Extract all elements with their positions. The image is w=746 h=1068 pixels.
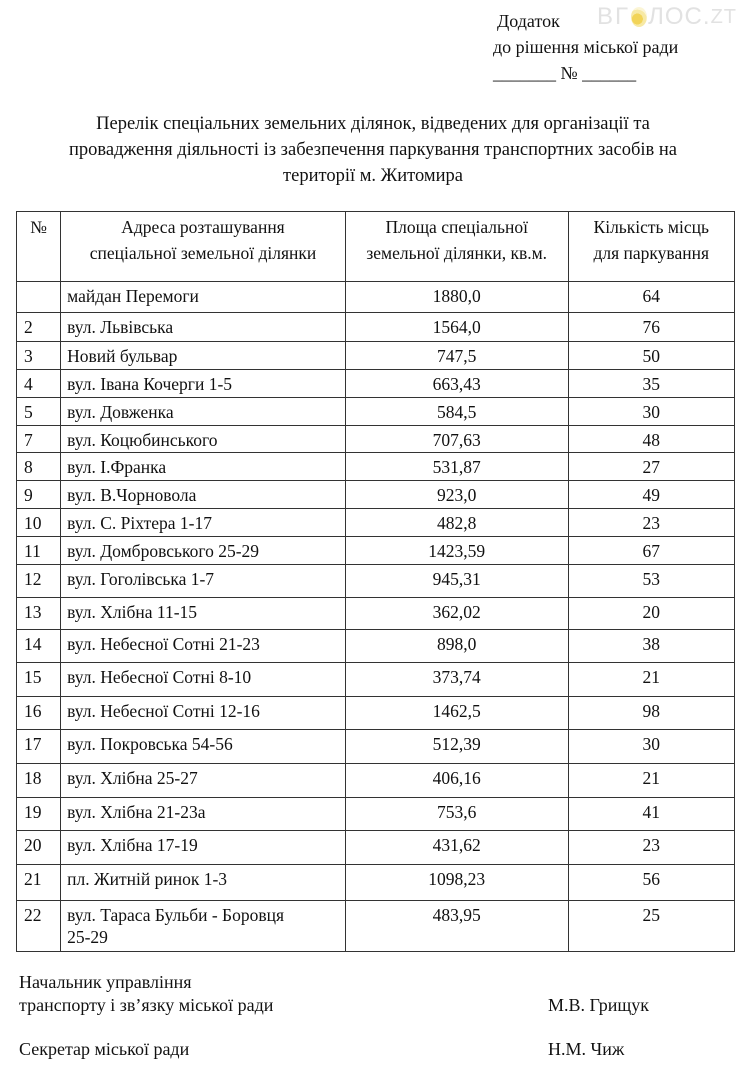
- table-row: [17, 509, 735, 537]
- secretary-title: Секретар міської ради: [19, 1039, 190, 1059]
- row-num: 10: [17, 509, 61, 537]
- row-area: 747,5: [345, 342, 568, 370]
- row-address: пл. Житній ринок 1-3: [61, 865, 346, 901]
- table-row: [17, 730, 735, 764]
- table-row: [17, 598, 735, 630]
- row-places: 27: [568, 453, 735, 481]
- secretary-name: Н.М. Чиж: [548, 1039, 625, 1059]
- row-places: 23: [568, 831, 735, 865]
- row-num: 19: [17, 798, 61, 831]
- row-address-line-1: вул. Тараса Бульби - Боровця: [67, 905, 285, 925]
- row-places: 25: [568, 901, 735, 952]
- row-area: 707,63: [345, 426, 568, 453]
- title-line-2: провадження діяльності із забезпечення паркування транспортних засобів на: [69, 140, 677, 160]
- row-num: 21: [17, 865, 61, 901]
- row-num: 2: [17, 313, 61, 342]
- row-area: 1098,23: [345, 865, 568, 901]
- table-row: [17, 663, 735, 697]
- watermark-logo: ВГ ЛОС. ZT: [597, 3, 737, 30]
- row-area: 512,39: [345, 730, 568, 764]
- row-places: 50: [568, 342, 735, 370]
- row-area: 1880,0: [345, 282, 568, 313]
- row-address: вул. Хлібна 11-15: [61, 598, 346, 630]
- row-places: 53: [568, 565, 735, 598]
- table-row: [17, 282, 735, 313]
- row-area: 1423,59: [345, 537, 568, 565]
- row-area: 945,31: [345, 565, 568, 598]
- table-header-row: [17, 212, 735, 282]
- header-address-line-2: спеціальної земельної ділянки: [89, 243, 317, 263]
- head-title-line-1: Начальник управління: [19, 972, 192, 992]
- row-address: вул. Покровська 54-56: [61, 730, 346, 764]
- row-area: 531,87: [345, 453, 568, 481]
- row-num: 9: [17, 481, 61, 509]
- row-address: вул. Хлібна 25-27: [61, 764, 346, 798]
- row-num: [17, 282, 61, 313]
- row-area: 431,62: [345, 831, 568, 865]
- header-address-line-1: Адреса розташування: [121, 217, 285, 237]
- row-num: 8: [17, 453, 61, 481]
- row-area: 1564,0: [345, 313, 568, 342]
- row-places: 23: [568, 509, 735, 537]
- row-places: 30: [568, 398, 735, 426]
- row-places: 20: [568, 598, 735, 630]
- row-address: вул. В.Чорновола: [61, 481, 346, 509]
- table-row: [17, 313, 735, 342]
- header-places-line-2: для паркування: [593, 243, 710, 263]
- row-address: вул. С. Ріхтера 1-17: [61, 509, 346, 537]
- row-places: 41: [568, 798, 735, 831]
- parking-lots-table: [16, 211, 735, 952]
- row-places: 30: [568, 730, 735, 764]
- row-places: 35: [568, 370, 735, 398]
- row-address: вул. Небесної Сотні 21-23: [61, 630, 346, 663]
- row-places: 38: [568, 630, 735, 663]
- row-address: вул. Львівська: [61, 313, 346, 342]
- row-address: вул. Хлібна 17-19: [61, 831, 346, 865]
- row-places: 48: [568, 426, 735, 453]
- row-num: 12: [17, 565, 61, 598]
- row-address: вул. Довженка: [61, 398, 346, 426]
- row-address: вул. Домбровського 25-29: [61, 537, 346, 565]
- row-address: вул. Хлібна 21-23а: [61, 798, 346, 831]
- row-address: вул. Івана Кочерги 1-5: [61, 370, 346, 398]
- table-row: [17, 370, 735, 398]
- title-line-3: території м. Житомира: [283, 166, 463, 186]
- header-num: №: [17, 212, 61, 282]
- table-row: [17, 537, 735, 565]
- table-row: [17, 426, 735, 453]
- table-row: [17, 831, 735, 865]
- row-places: 67: [568, 537, 735, 565]
- row-num: 17: [17, 730, 61, 764]
- row-address: вул. Коцюбинського: [61, 426, 346, 453]
- table-row: [17, 398, 735, 426]
- header-area-line-2: земельної ділянки, кв.м.: [366, 243, 548, 263]
- row-address: вул. І.Франка: [61, 453, 346, 481]
- row-address: вул. Небесної Сотні 8-10: [61, 663, 346, 697]
- header-places: [568, 212, 735, 282]
- annex-label: Додаток: [497, 11, 560, 31]
- row-address: [61, 901, 346, 952]
- row-places: 98: [568, 697, 735, 730]
- table-row: [17, 453, 735, 481]
- row-area: 362,02: [345, 598, 568, 630]
- row-num: 7: [17, 426, 61, 453]
- row-area: 483,95: [345, 901, 568, 952]
- row-num: 20: [17, 831, 61, 865]
- row-num: 22: [17, 901, 61, 952]
- row-num: 3: [17, 342, 61, 370]
- row-address-line-2: 25-29: [67, 927, 108, 947]
- row-area: 663,43: [345, 370, 568, 398]
- row-area: 1462,5: [345, 697, 568, 730]
- row-num: 14: [17, 630, 61, 663]
- row-area: 584,5: [345, 398, 568, 426]
- row-places: 21: [568, 764, 735, 798]
- row-num: 5: [17, 398, 61, 426]
- table-row: [17, 901, 735, 952]
- title-line-1: Перелік спеціальних земельних ділянок, відведених для організації та: [96, 114, 650, 134]
- row-num: 15: [17, 663, 61, 697]
- table-row: [17, 565, 735, 598]
- row-address: вул. Небесної Сотні 12-16: [61, 697, 346, 730]
- annex-number-line: _______ № ______: [493, 63, 637, 83]
- row-area: 406,16: [345, 764, 568, 798]
- row-num: 13: [17, 598, 61, 630]
- row-places: 49: [568, 481, 735, 509]
- row-num: 11: [17, 537, 61, 565]
- table-row: [17, 630, 735, 663]
- table-row: [17, 697, 735, 730]
- table-row: [17, 342, 735, 370]
- row-num: 18: [17, 764, 61, 798]
- row-places: 76: [568, 313, 735, 342]
- row-address: майдан Перемоги: [61, 282, 346, 313]
- sound-wave-icon: [631, 7, 647, 27]
- row-area: 753,6: [345, 798, 568, 831]
- row-area: 898,0: [345, 630, 568, 663]
- row-address: вул. Гоголівська 1-7: [61, 565, 346, 598]
- header-area: [345, 212, 568, 282]
- head-title-line-2: транспорту і зв’язку міської ради: [19, 995, 274, 1015]
- row-places: 21: [568, 663, 735, 697]
- header-address: [61, 212, 346, 282]
- document-title: [0, 111, 746, 189]
- row-places: 64: [568, 282, 735, 313]
- row-places: 56: [568, 865, 735, 901]
- table-row: [17, 764, 735, 798]
- row-address: Новий бульвар: [61, 342, 346, 370]
- row-area: 923,0: [345, 481, 568, 509]
- header-area-line-1: Площа спеціальної: [385, 217, 528, 237]
- annex-decision-ref: до рішення міської ради: [493, 37, 679, 57]
- row-area: 482,8: [345, 509, 568, 537]
- table-row: [17, 798, 735, 831]
- head-name: М.В. Грищук: [548, 995, 650, 1015]
- table-row: [17, 865, 735, 901]
- row-num: 4: [17, 370, 61, 398]
- table-row: [17, 481, 735, 509]
- row-area: 373,74: [345, 663, 568, 697]
- row-num: 16: [17, 697, 61, 730]
- header-places-line-1: Кількість місць: [593, 217, 709, 237]
